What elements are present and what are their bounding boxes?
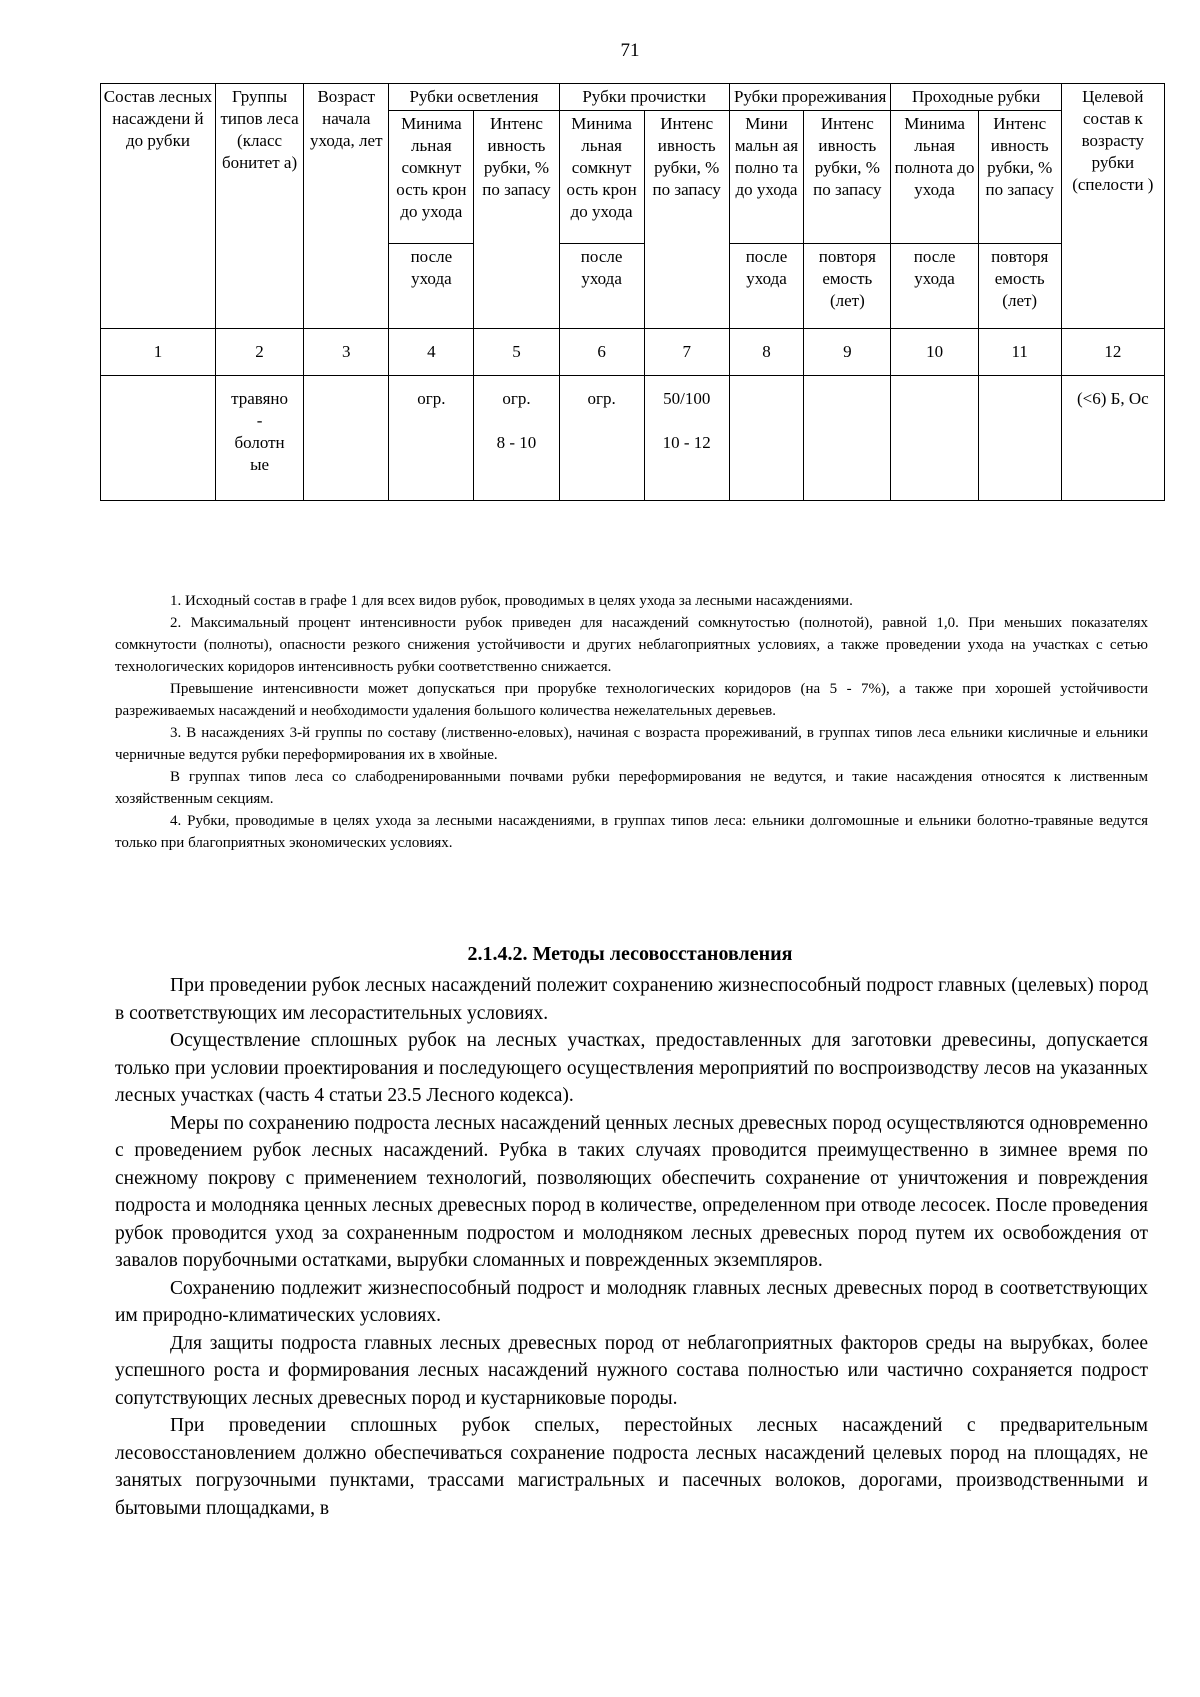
- note-paragraph: 2. Максимальный процент интенсивности рубок приведен для насаждений сомкнутостью (полнотой), равной 1,0. При меньших показателях сомкнутости (полноты), опасности резкого снижения устойчивости и других неблагоприятных условиях, а также проведении ухода на участках с сетью технологических коридоров интенсивность рубки соответственно снижается.: [115, 615, 1148, 675]
- body-paragraph: Сохранению подлежит жизнеспособный подрост и молодняк главных лесных древесных пород в соответствующих им природно-климатических условиях.: [115, 1277, 1148, 1326]
- column-number: 8: [729, 329, 803, 376]
- column-number: 10: [891, 329, 978, 376]
- cell-c2-line: ые: [250, 455, 270, 474]
- cell-c6: огр.: [559, 376, 644, 501]
- section-heading: 2.1.4.2. Методы лесовосстановления: [467, 943, 793, 965]
- column-number: 7: [644, 329, 729, 376]
- column-number: 4: [389, 329, 474, 376]
- cell-c5-top: огр.: [502, 389, 531, 408]
- cell-c7-bottom: 10 - 12: [662, 433, 711, 452]
- note-paragraph: В группах типов леса со слабодренированными почвами рубки переформирования не ведутся, и такие насаждения относятся к лиственным хозяйственным секциям.: [115, 769, 1148, 807]
- cell-c3: [304, 376, 389, 501]
- header-c7: Интенс ивность рубки, % по запасу: [644, 111, 729, 329]
- body-paragraph: При проведении сплошных рубок спелых, перестойных лесных насаждений с предварительным лесовосстановлением должно обеспечиваться сохранение подроста лесных насаждений целевых пород на площадях, не занятых погрузочными пунктами, трассами магистральных и пасечных волоков, дорогами, производственными и бытовыми площадками, в: [115, 1415, 1148, 1519]
- header-group-prochistki: Рубки прочистки: [559, 84, 729, 111]
- cell-c1: [101, 376, 216, 501]
- header-c6-bottom: после ухода: [559, 244, 644, 329]
- note-paragraph: 3. В насаждениях 3-й группы по составу (лиственно-еловых), начиная с возраста прореживаний, в группах типов леса ельники кисличные и ельники черничные ведутся рубки переформирования их в хвойные.: [115, 725, 1148, 763]
- column-number: 1: [101, 329, 216, 376]
- header-c4-top: Минима льная сомкнут ость крон до ухода: [389, 111, 474, 244]
- cell-c2-line: -: [256, 411, 263, 430]
- cell-c7: [644, 376, 729, 501]
- table-row: [101, 376, 1165, 501]
- body-paragraph: Меры по сохранению подроста лесных насаждений ценных лесных древесных пород осуществляются одновременно с проведением рубок лесных насаждений. Рубка в таких случаях проводится преимущественно в зимнее время по снежному покрову с применением технологий, позволяющих обеспечить сохранение от уничтожения и повреждения подроста и молодняка ценных лесных древесных пород в количестве, определенном при отводе лесосек. После проведения рубок проводится уход за сохраненным подростом и молодняком лесных древесных пород путем их освобождения от завалов порубочными остатками, вырубки сломанных и поврежденных экземпляров.: [115, 1112, 1148, 1271]
- cell-c12: (<6) Б, Ос: [1061, 376, 1164, 501]
- column-number: 6: [559, 329, 644, 376]
- header-c9-top: Интенс ивность рубки, % по запасу: [804, 111, 891, 244]
- cell-c2-line: болотн: [234, 433, 285, 452]
- column-number: 9: [804, 329, 891, 376]
- note-paragraph: 4. Рубки, проводимые в целях ухода за лесными насаждениями, в группах типов леса: ельники долгомошные и ельники болотно-травяные ведутся только при благоприятных экономических условиях.: [115, 813, 1148, 851]
- header-c6-top: Минима льная сомкнут ость крон до ухода: [559, 111, 644, 244]
- cell-c4: огр.: [389, 376, 474, 501]
- body-paragraph: Для защиты подроста главных лесных древесных пород от неблагоприятных факторов среды на вырубках, более успешного роста и формирования лесных насаждений нужного состава полностью или частично сохраняется подрост сопутствующих лесных древесных пород и кустарниковые породы.: [115, 1332, 1148, 1409]
- header-c10-top: Минима льная полнота до ухода: [891, 111, 978, 244]
- table-notes: [115, 590, 1148, 854]
- cell-c7-top: 50/100: [663, 389, 711, 408]
- cell-c11: [978, 376, 1061, 501]
- header-c11-top: Интенс ивность рубки, % по запасу: [978, 111, 1061, 244]
- cell-c5-bottom: 8 - 10: [496, 433, 537, 452]
- column-number: 3: [304, 329, 389, 376]
- note-paragraph: 1. Исходный состав в графе 1 для всех видов рубок, проводимых в целях ухода за лесными насаждениями.: [170, 593, 853, 609]
- thinning-table: [100, 83, 1165, 501]
- header-c5: Интенс ивность рубки, % по запасу: [474, 111, 559, 329]
- column-number: 5: [474, 329, 559, 376]
- header-col12: Целевой состав к возрасту рубки (спелости ): [1061, 84, 1164, 329]
- header-c9-bottom: повторя емость (лет): [804, 244, 891, 329]
- body-text: [115, 972, 1148, 1522]
- note-paragraph: Превышение интенсивности может допускаться при прорубке технологических коридоров (на 5 - 7%), а также при хорошей устойчивости разреживаемых насаждений и необходимости удаления большого количества нежелательных деревьев.: [115, 681, 1148, 719]
- header-group-prokhodnye: Проходные рубки: [891, 84, 1061, 111]
- cell-c10: [891, 376, 978, 501]
- page-number: 71: [620, 40, 640, 61]
- header-c11-bottom: повторя емость (лет): [978, 244, 1061, 329]
- header-col3: Возраст начала ухода, лет: [304, 84, 389, 329]
- cell-c9: [804, 376, 891, 501]
- cell-c5: [474, 376, 559, 501]
- cell-c2-line: травяно: [231, 389, 288, 408]
- body-paragraph: Осуществление сплошных рубок на лесных участках, предоставленных для заготовки древесины, допускается только при условии проектирования и последующего осуществления мероприятий по воспроизводству лесов на указанных лесных участках (часть 4 статьи 23.5 Лесного кодекса).: [115, 1030, 1148, 1106]
- header-c4-bottom: после ухода: [389, 244, 474, 329]
- header-group-prorezhivaniya: Рубки прореживания: [729, 84, 891, 111]
- header-c10-bottom: после ухода: [891, 244, 978, 329]
- header-group-osvetleniya: Рубки осветления: [389, 84, 559, 111]
- column-number: 2: [215, 329, 303, 376]
- header-col1: Состав лесных насаждени й до рубки: [101, 84, 216, 329]
- header-c8-top: Мини мальн ая полно та до ухода: [729, 111, 803, 244]
- cell-c8: [729, 376, 803, 501]
- column-number: 11: [978, 329, 1061, 376]
- body-paragraph: При проведении рубок лесных насаждений полежит сохранению жизнеспособный подрост главных (целевых) пород в соответствующих им лесорастительных условиях.: [115, 975, 1148, 1024]
- column-number: 12: [1061, 329, 1164, 376]
- header-col2: Группы типов леса (класс бонитет а): [215, 84, 303, 329]
- cell-c2: [215, 376, 303, 501]
- header-c8-bottom: после ухода: [729, 244, 803, 329]
